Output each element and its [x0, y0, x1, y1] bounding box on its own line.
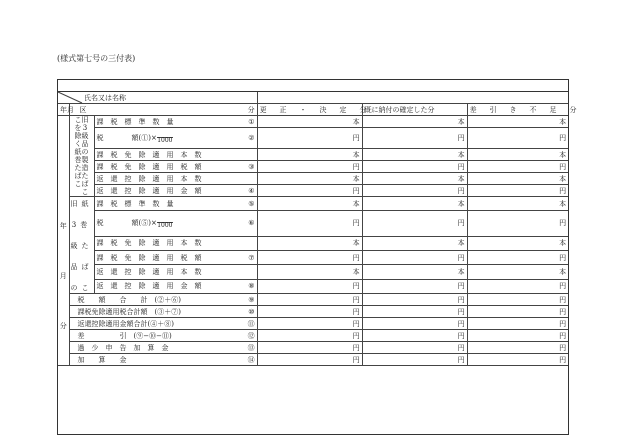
name-row [58, 92, 568, 104]
item-label-cell [94, 197, 257, 211]
col-confirmed-label: 既に納付の確定した分 [364, 105, 435, 114]
unit-label: 円 [559, 186, 567, 195]
fraction: 1000 [157, 132, 173, 144]
unit-label: 本 [457, 150, 465, 159]
form-caption: (様式第七号の三付表) [57, 54, 136, 63]
unit-label: 円 [457, 331, 465, 340]
item-label-cell [94, 128, 257, 149]
item-label: 課 税 標 準 数 量 [96, 199, 174, 208]
amount-cell[interactable] [362, 128, 467, 149]
unit-label: 本 [457, 239, 465, 248]
total-amount-cell[interactable] [257, 294, 362, 306]
item-label-cell [94, 279, 257, 293]
amount-cell[interactable] [467, 250, 568, 264]
amount-cell[interactable] [467, 128, 568, 149]
total-label-cell [69, 294, 257, 306]
amount-cell[interactable] [362, 279, 467, 293]
item-row [58, 211, 568, 236]
amount-cell[interactable] [467, 173, 568, 185]
unit-label: 円 [457, 253, 465, 262]
item-label-cell [94, 211, 257, 236]
unit-label: 円 [352, 253, 360, 262]
unit-label: 円 [457, 355, 465, 364]
unit-label: 本 [352, 150, 360, 159]
amount-cell[interactable] [362, 211, 467, 236]
amount-cell[interactable] [467, 161, 568, 173]
item-number: ① [248, 117, 255, 126]
unit-label: 円 [352, 219, 360, 228]
unit-label: 円 [352, 162, 360, 171]
group2-char-pair: 品ば [70, 263, 93, 271]
amount-cell[interactable] [257, 211, 362, 236]
unit-label: 円 [559, 343, 567, 352]
total-row [58, 318, 568, 330]
item-label: 返 還 控 除 適 用 金 額 [96, 186, 202, 195]
item-number: ⑦ [248, 253, 255, 262]
bun-label: 分 [247, 105, 255, 114]
item-label-cell [94, 173, 257, 185]
unit-label: 本 [457, 199, 465, 208]
amount-cell[interactable] [257, 173, 362, 185]
unit-label: 円 [559, 253, 567, 262]
unit-label: 本 [352, 199, 360, 208]
total-label: 返還控除適用金額合計(④＋⑧) [77, 319, 174, 328]
item-label: 返 還 控 除 適 用 本 数 [96, 267, 202, 276]
unit-label: 円 [559, 162, 567, 171]
item-label: 課 税 免 除 適 用 本 数 [96, 150, 202, 159]
total-amount-cell[interactable] [362, 306, 467, 318]
unit-label: 円 [559, 319, 567, 328]
item-label: 税 額(①)× 1000 [96, 134, 173, 144]
col-shortage-header [467, 104, 580, 116]
item-label: 返 還 控 除 適 用 本 数 [96, 174, 202, 183]
unit-label: 本 [352, 174, 360, 183]
name-value-cell[interactable] [257, 92, 568, 104]
total-label: 過 少 申 告 加 算 金 [77, 343, 169, 352]
name-label: 氏名又は名称 [84, 93, 126, 102]
group2-label [69, 197, 94, 294]
amount-cell[interactable] [362, 116, 467, 128]
total-row [58, 306, 568, 318]
total-label: 課税免除適用税合計額 (③＋⑦) [77, 307, 181, 316]
item-label: 課 税 標 準 数 量 [96, 117, 174, 126]
amount-cell[interactable] [467, 236, 568, 250]
unit-label: 円 [352, 134, 360, 142]
unit-label: 円 [457, 162, 465, 171]
unit-label: 円 [352, 307, 360, 316]
item-label-cell [94, 236, 257, 250]
total-amount-cell[interactable] [362, 342, 467, 354]
total-amount-cell[interactable] [467, 294, 568, 306]
item-label: 課 税 免 除 適 用 本 数 [96, 239, 202, 248]
item-label: 税 額(⑤)× 1000 [96, 219, 173, 230]
unit-label: 本 [559, 239, 567, 248]
unit-label: 本 [559, 199, 567, 208]
total-amount-cell[interactable] [257, 330, 362, 342]
unit-label: 円 [352, 343, 360, 352]
col-shortage-label: 差 引 き 不 足 分 [469, 105, 580, 114]
total-amount-cell[interactable] [467, 330, 568, 342]
total-amount-cell[interactable] [257, 354, 362, 366]
total-amount-cell[interactable] [362, 318, 467, 330]
item-number: ② [248, 134, 255, 142]
unit-label: 本 [352, 267, 360, 276]
item-number: ⑧ [248, 282, 255, 291]
group2-char-pair: 3巻 [71, 221, 92, 229]
ym-label: 年月 [60, 105, 74, 114]
tax-form-table [58, 92, 580, 366]
amount-cell[interactable] [257, 161, 362, 173]
total-number: ⑨ [248, 295, 255, 304]
total-amount-cell[interactable] [467, 354, 568, 366]
amount-cell[interactable] [362, 161, 467, 173]
ku-label: 区 [79, 105, 87, 114]
unit-label: 本 [457, 174, 465, 183]
amount-cell[interactable] [257, 185, 362, 197]
total-label: 差 引 (⑨−⑩−⑪) [77, 331, 172, 340]
group1-line: こ を 除 く 紙 巻 た ば こ [74, 116, 82, 188]
unit-label: 本 [352, 239, 360, 248]
total-row [58, 354, 568, 366]
amount-cell[interactable] [257, 265, 362, 279]
item-row [58, 128, 568, 149]
unit-label: 円 [457, 134, 465, 142]
item-row [58, 149, 568, 161]
total-row [58, 294, 568, 306]
amount-cell[interactable] [467, 265, 568, 279]
ym-char: 年 [59, 221, 67, 230]
amount-cell[interactable] [257, 197, 362, 211]
amount-cell[interactable] [467, 185, 568, 197]
group2-char-pair: 旧紙 [70, 200, 93, 208]
amount-cell[interactable] [257, 279, 362, 293]
total-amount-cell[interactable] [362, 330, 467, 342]
unit-label: 本 [559, 150, 567, 159]
amount-cell[interactable] [257, 236, 362, 250]
item-label-cell [94, 265, 257, 279]
total-number: ⑫ [247, 331, 255, 340]
amount-cell[interactable] [362, 250, 467, 264]
item-row [58, 265, 568, 279]
total-amount-cell[interactable] [362, 294, 467, 306]
unit-label: 本 [457, 117, 465, 126]
unit-label: 円 [352, 295, 360, 304]
amount-cell[interactable] [362, 197, 467, 211]
unit-label: 円 [457, 295, 465, 304]
blank-top-row [58, 80, 568, 92]
total-label: 加 算 金 [77, 355, 127, 364]
amount-cell[interactable] [362, 265, 467, 279]
amount-cell[interactable] [257, 149, 362, 161]
ku-bun-header [69, 104, 257, 116]
item-label-cell [94, 185, 257, 197]
unit-label: 本 [559, 174, 567, 183]
item-label-cell [94, 250, 257, 264]
unit-label: 円 [559, 282, 567, 291]
unit-label: 円 [559, 307, 567, 316]
amount-cell[interactable] [467, 197, 568, 211]
unit-label: 円 [352, 319, 360, 328]
item-label-cell [94, 116, 257, 128]
unit-label: 円 [559, 355, 567, 364]
total-row [58, 342, 568, 354]
total-label-cell [69, 354, 257, 366]
total-amount-cell[interactable] [257, 342, 362, 354]
group2-char-pair: のこ [70, 284, 93, 292]
amount-cell[interactable] [362, 236, 467, 250]
amount-cell[interactable] [467, 211, 568, 236]
item-row [58, 173, 568, 185]
item-row [58, 116, 568, 128]
total-label-cell [69, 318, 257, 330]
total-number: ⑭ [247, 355, 255, 364]
amount-cell[interactable] [467, 279, 568, 293]
item-number: ⑤ [248, 199, 255, 208]
unit-label: 円 [559, 219, 567, 228]
unit-label: 円 [559, 134, 567, 142]
ym-column [58, 116, 69, 366]
item-label: 返 還 控 除 適 用 金 額 [96, 282, 202, 291]
total-amount-cell[interactable] [257, 318, 362, 330]
unit-label: 円 [352, 355, 360, 364]
ym-char: 分 [59, 321, 67, 330]
unit-label: 円 [352, 186, 360, 195]
unit-label: 円 [457, 186, 465, 195]
fraction: 1000 [157, 217, 173, 229]
amount-cell[interactable] [362, 173, 467, 185]
unit-label: 円 [457, 307, 465, 316]
item-row [58, 250, 568, 264]
item-label-cell [94, 149, 257, 161]
item-number: ④ [248, 186, 255, 195]
item-number: ③ [248, 162, 255, 171]
item-number: ⑥ [248, 219, 255, 228]
total-row [58, 330, 568, 342]
ym-header [58, 104, 74, 116]
total-label-cell [69, 330, 257, 342]
amount-cell[interactable] [257, 116, 362, 128]
amount-cell[interactable] [467, 149, 568, 161]
group2-char-pair: 級た [70, 242, 93, 250]
total-amount-cell[interactable] [467, 342, 568, 354]
total-number: ⑬ [247, 343, 255, 352]
item-row [58, 279, 568, 293]
item-row [58, 185, 568, 197]
name-label-cell [58, 92, 257, 104]
item-label: 課 税 免 除 適 用 税 額 [96, 253, 202, 262]
group1-label [69, 116, 94, 197]
col-correction-label: 更 正 ・ 決 定 分 [259, 105, 370, 114]
total-label: 税 額 合 計 (②＋⑥) [77, 295, 181, 304]
unit-label: 円 [457, 282, 465, 291]
total-amount-cell[interactable] [467, 306, 568, 318]
total-label-cell [69, 342, 257, 354]
item-label-cell [94, 161, 257, 173]
ym-char: 月 [59, 271, 67, 280]
item-row [58, 236, 568, 250]
amount-cell[interactable] [257, 128, 362, 149]
amount-cell[interactable] [467, 116, 568, 128]
unit-label: 円 [559, 295, 567, 304]
item-row [58, 161, 568, 173]
total-amount-cell[interactable] [467, 318, 568, 330]
amount-cell[interactable] [362, 149, 467, 161]
total-amount-cell[interactable] [257, 306, 362, 318]
unit-label: 円 [457, 319, 465, 328]
item-row [58, 197, 568, 211]
total-number: ⑩ [248, 307, 255, 316]
amount-cell[interactable] [257, 250, 362, 264]
unit-label: 本 [352, 117, 360, 126]
header-row [58, 104, 568, 116]
total-amount-cell[interactable] [362, 354, 467, 366]
unit-label: 円 [457, 343, 465, 352]
item-label: 課 税 免 除 適 用 税 額 [96, 162, 202, 171]
unit-label: 本 [559, 117, 567, 126]
unit-label: 本 [457, 267, 465, 276]
col-confirmed-header [362, 104, 467, 116]
form-frame [57, 79, 580, 435]
col-correction-header [257, 104, 370, 116]
unit-label: 円 [352, 331, 360, 340]
unit-label: 本 [559, 267, 567, 276]
group1-line: 旧 3 級 品 の 製 造 た ば こ [81, 116, 89, 196]
total-label-cell [69, 306, 257, 318]
total-number: ⑪ [247, 319, 255, 328]
unit-label: 円 [352, 282, 360, 291]
amount-cell[interactable] [362, 185, 467, 197]
unit-label: 円 [457, 219, 465, 228]
unit-label: 円 [559, 331, 567, 340]
